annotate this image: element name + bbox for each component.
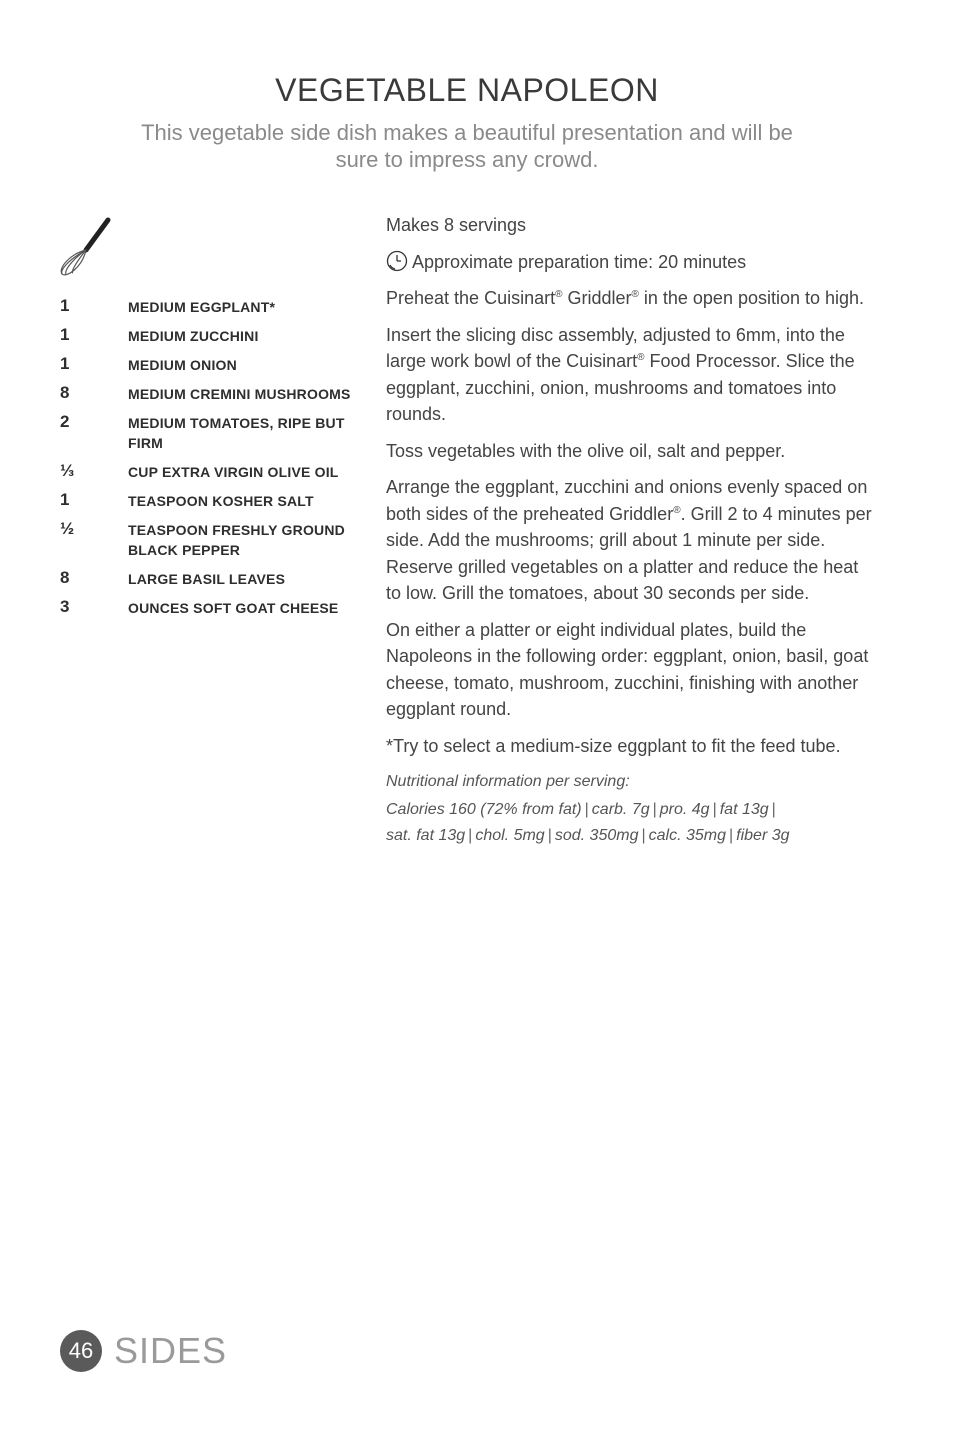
page-number: 46: [60, 1330, 102, 1372]
ingredient-name: CUP EXTRA VIRGIN OLIVE OIL: [128, 464, 339, 480]
nutrition-item: pro. 4g: [659, 801, 710, 818]
ingredient-quantity: 1: [60, 296, 70, 315]
registered-mark: ®: [637, 352, 645, 363]
ingredient-name: OUNCES SOFT GOAT CHEESE: [128, 600, 339, 616]
step-toss: Toss vegetables with the olive oil, salt and pepper.: [386, 440, 786, 461]
ingredient-quantity: 1: [60, 325, 70, 344]
ingredient-name: MEDIUM TOMATOES, RIPE BUT FIRM: [128, 415, 345, 451]
ingredient-row: [60, 519, 370, 560]
recipe-subtitle: This vegetable side dish makes a beautiful presentation and will be sure to impress any crowd.: [141, 120, 793, 172]
step-build: On either a platter or eight individual plates, build the Napoleons in the following order: eggplant, onion, basil, goat cheese, tomato, mushroom, zucchini, finishing with another eggplant round.: [386, 619, 869, 719]
prep-time: [386, 249, 872, 276]
nutrition-item: carb. 7g: [591, 801, 650, 818]
nutrition-line-2: [386, 823, 872, 849]
separator: |: [729, 827, 734, 844]
nutrition-item: chol. 5mg: [475, 827, 545, 844]
ingredient-quantity: ⅓: [60, 461, 75, 480]
ingredient-name: MEDIUM EGGPLANT*: [128, 299, 276, 315]
prep-time-text: Approximate preparation time: 20 minutes: [412, 251, 747, 272]
ingredient-list: [60, 296, 370, 626]
ingredient-row: [60, 597, 370, 618]
ingredient-row: [60, 412, 370, 453]
nutrition-item: calc. 35mg: [648, 827, 726, 844]
separator: |: [652, 801, 657, 818]
separator: |: [771, 801, 776, 818]
clock-icon: [386, 250, 408, 272]
registered-mark: ®: [631, 289, 639, 300]
ingredient-quantity: 2: [60, 412, 70, 431]
ingredient-quantity: 3: [60, 597, 70, 616]
ingredient-quantity: 1: [60, 490, 70, 509]
separator: |: [584, 801, 589, 818]
eggplant-note: *Try to select a medium-size eggplant to fit the feed tube.: [386, 735, 841, 756]
nutrition-item: sod. 350mg: [554, 827, 639, 844]
step-text: Griddler: [562, 288, 632, 308]
ingredient-row: [60, 461, 370, 482]
nutrition-line-1: [386, 797, 872, 823]
ingredient-name: TEASPOON KOSHER SALT: [128, 493, 314, 509]
ingredient-quantity: 8: [60, 383, 70, 402]
step-grill: [386, 474, 872, 607]
nutrition-item: Calories 160 (72% from fat): [386, 801, 582, 818]
nutrition-item: fat 13g: [719, 801, 769, 818]
ingredient-row: [60, 383, 370, 404]
page-footer: [60, 1330, 227, 1372]
ingredient-name: MEDIUM CREMINI MUSHROOMS: [128, 386, 351, 402]
step-text: in the open position to high.: [638, 288, 865, 308]
whisk-icon: [56, 216, 114, 278]
step-text: Insert the slicing disc assembly, adjusted to 6mm, into the large work bowl of the Cuisinart: [386, 324, 845, 371]
recipe-title: VEGETABLE NAPOLEON: [275, 72, 659, 108]
ingredient-quantity: 1: [60, 354, 70, 373]
ingredient-name: MEDIUM ONION: [128, 357, 237, 373]
servings: Makes 8 servings: [386, 215, 527, 235]
step-text: Preheat the Cuisinart: [386, 288, 556, 308]
section-title: SIDES: [114, 1330, 228, 1371]
step-slice: [386, 322, 872, 428]
registered-mark: ®: [555, 289, 563, 300]
ingredient-row: [60, 325, 370, 346]
ingredient-row: [60, 354, 370, 375]
nutrition-item: sat. fat 13g: [386, 827, 466, 844]
step-text: Arrange the eggplant, zucchini and onions evenly spaced on both sides of the preheated Griddler: [386, 477, 868, 524]
ingredient-row: [60, 490, 370, 511]
ingredient-name: LARGE BASIL LEAVES: [128, 571, 286, 587]
step-text: Food Processor. Slice the eggplant, zucchini, onion, mushrooms and tomatoes into rounds.: [386, 351, 855, 424]
ingredient-quantity: 8: [60, 568, 70, 587]
method-column: [386, 212, 872, 849]
ingredient-row: [60, 568, 370, 589]
ingredient-row: [60, 296, 370, 317]
ingredient-name: TEASPOON FRESHLY GROUND BLACK PEPPER: [128, 522, 345, 558]
separator: |: [641, 827, 646, 844]
nutrition-info: [386, 769, 872, 849]
step-preheat: [386, 285, 872, 312]
separator: |: [712, 801, 717, 818]
step-text: . Grill 2 to 4 minutes per side. Add the mushrooms; grill about 1 minute per side. Reserve grilled vegetables on a platter and reduce the heat to low. Grill the tomatoes, about 30 seconds per side.: [386, 503, 872, 603]
nutrition-item: fiber 3g: [736, 827, 790, 844]
separator: |: [468, 827, 473, 844]
nutrition-heading: Nutritional information per serving:: [386, 773, 630, 790]
ingredient-quantity: ½: [60, 519, 75, 538]
separator: |: [547, 827, 552, 844]
registered-mark: ®: [673, 504, 681, 516]
ingredient-name: MEDIUM ZUCCHINI: [128, 328, 259, 344]
